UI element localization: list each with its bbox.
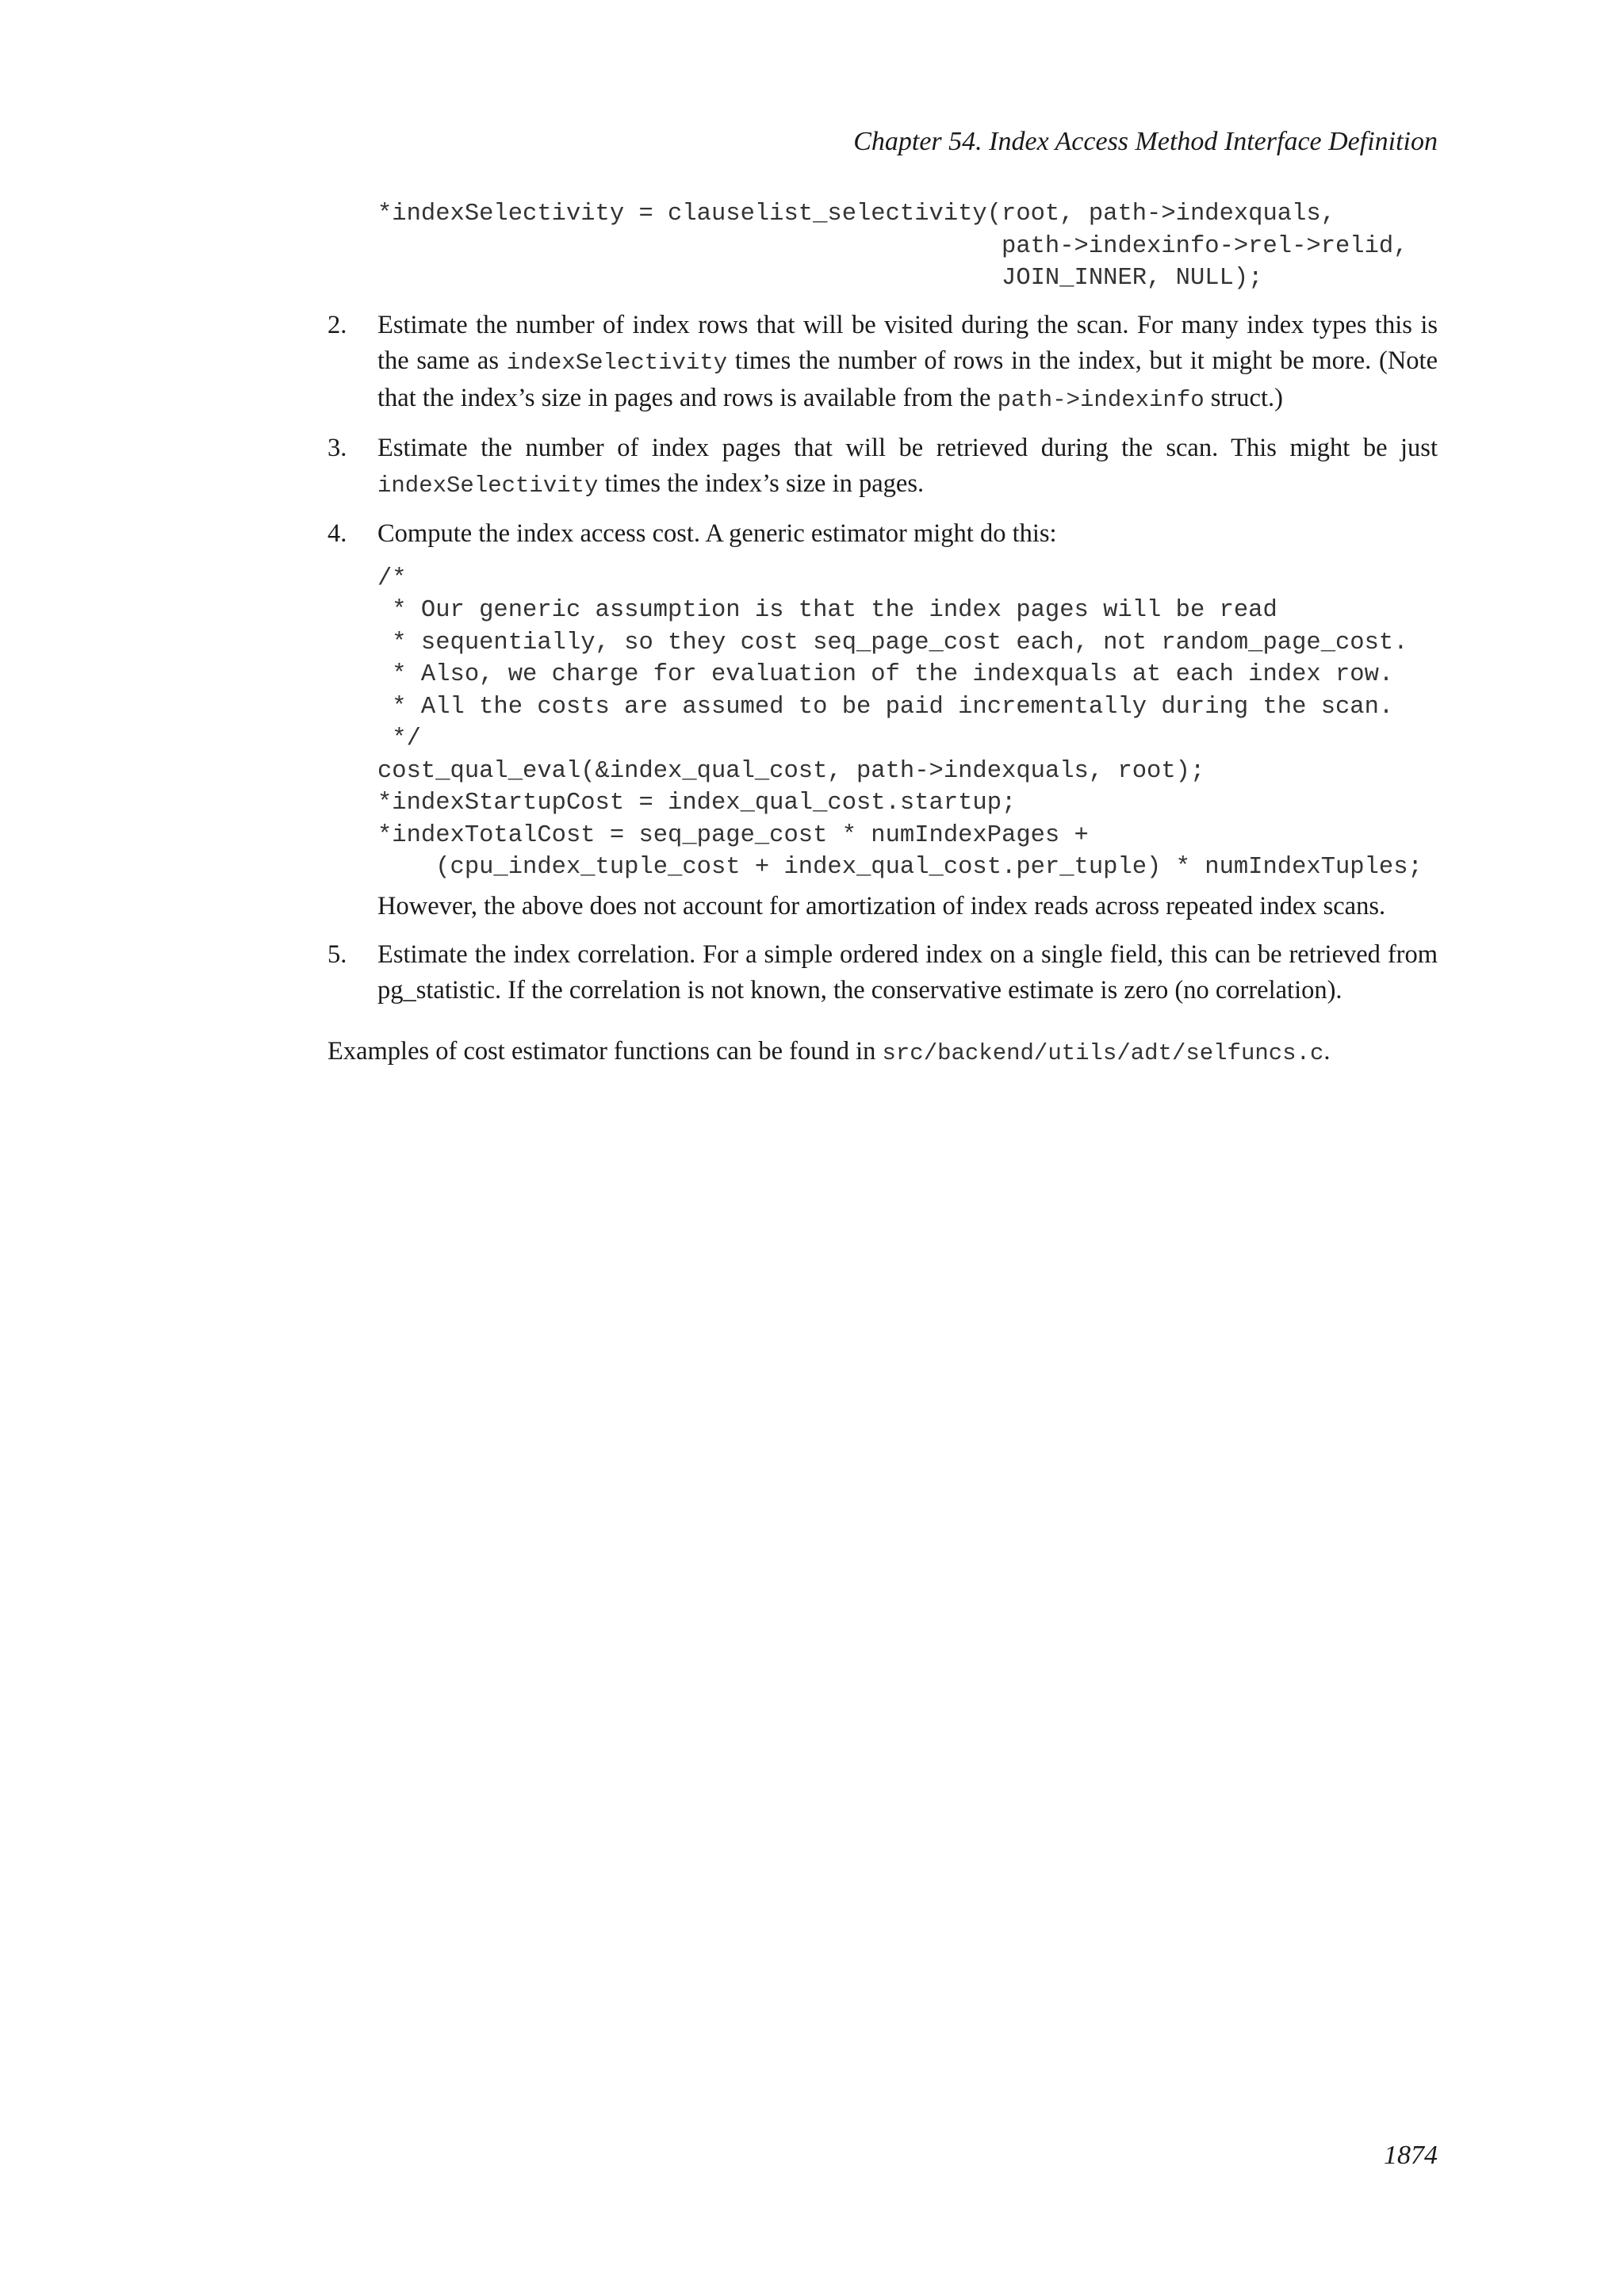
source-file-path: src/backend/utils/adt/selfuncs.c — [882, 1039, 1324, 1066]
list-item-number: 3. — [327, 433, 347, 462]
estimation-steps-list — [327, 308, 1438, 1008]
closing-period: . — [1323, 1036, 1331, 1066]
list-item-number: 5. — [327, 939, 347, 969]
list-item — [327, 308, 1438, 418]
list-item — [327, 516, 1438, 924]
list-item-number: 4. — [327, 519, 347, 548]
inline-code: indexSelectivity — [377, 472, 599, 499]
cost-estimator-code-block: /* * Our generic assumption is that the index pages will be read * sequentially, so they cost seq_page_cost each, not random_page_cost. * Also, we charge for evaluation of the indexquals at each index row. * All the costs are assumed to be paid incrementally during the scan. */ cost_qual_eval(&index_qual_cost, path->indexquals, root); *indexStartupCost = index_qual_cost.startup; *indexTotalCost = seq_page_cost * numIndexPages + (cpu_index_tuple_cost + index_qual_cost.per_tuple) * numIndexTuples; — [377, 564, 1423, 881]
page-content — [327, 198, 1438, 1096]
step-text: Compute the index access cost. A generic estimator might do this: — [377, 519, 1057, 548]
step-text: struct.) — [1204, 383, 1283, 412]
page-number: 1874 — [1384, 2141, 1438, 2170]
closing-text: Examples of cost estimator functions can be found in — [327, 1036, 883, 1066]
closing-paragraph — [327, 1034, 1438, 1071]
step-text: Estimate the index correlation. For a simple ordered index on a single field, this can be retrieved from pg_statistic. If the correlation is not known, the conservative estimate is zero (no correlation). — [377, 939, 1438, 1004]
selectivity-code-block: *indexSelectivity = clauselist_selectivity(root, path->indexquals, path->indexinfo->rel->relid, JOIN_INNER, NULL); — [377, 201, 1408, 292]
inline-code: path->indexinfo — [997, 386, 1205, 413]
step-text: times the number of rows in the index, but it might be more. (Note that the index’s size in pages and rows is available from the — [377, 346, 1438, 412]
list-item — [327, 937, 1438, 1008]
step-text: However, the above does not account for amortization of index reads across repeated index scans. — [377, 891, 1386, 920]
step-text: Estimate the number of index pages that will be retrieved during the scan. This might be just — [377, 433, 1438, 462]
list-item — [327, 430, 1438, 503]
inline-code: indexSelectivity — [506, 349, 728, 376]
list-item-number: 2. — [327, 310, 347, 339]
step-text: times the index’s size in pages. — [598, 469, 925, 498]
step-text: Estimate the number of index rows that will be visited during the scan. For many index types this is the same as — [377, 310, 1438, 375]
chapter-header: Chapter 54. Index Access Method Interface Definition — [853, 127, 1438, 156]
